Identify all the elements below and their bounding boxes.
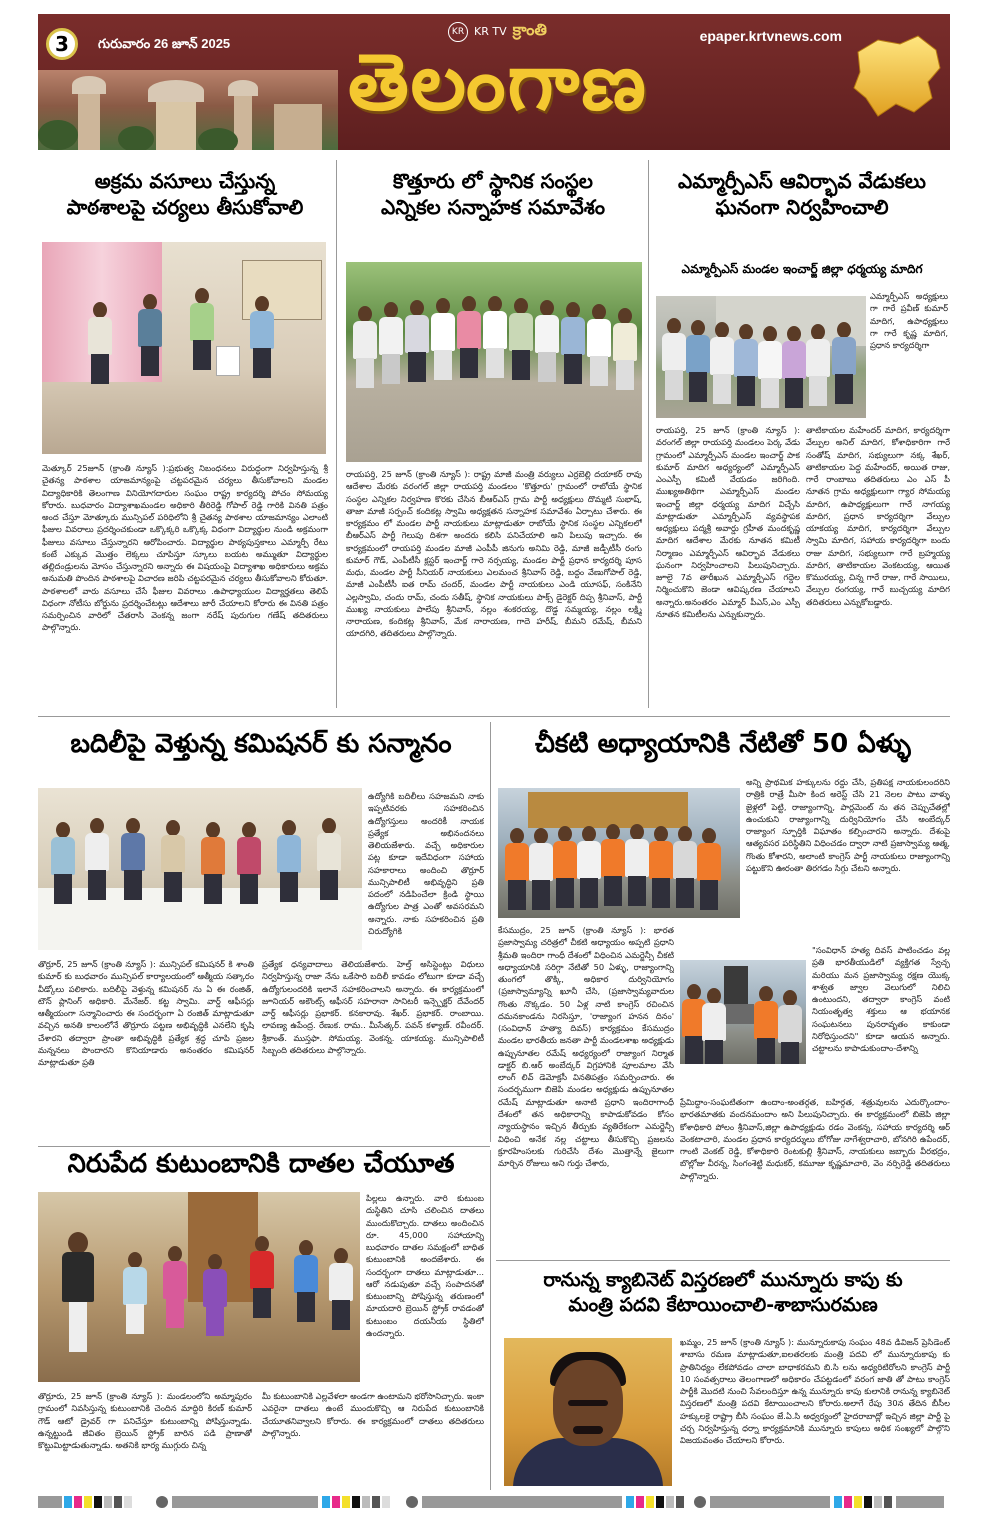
section-divider [38,1146,490,1147]
article-3-headline [654,168,950,220]
column-divider [648,160,649,708]
article-6-body-tail: మీ కుటుంబానికి ఎల్లవేళలా అండగా ఉంటామని భరోసానిచ్చారు. ఇంకా ఎవరైనా దాతలు ఉంటే ముందుకొచ్చి ఆ నిరుపేద కుటుంబానికి చేయూతనివ్వాలని కోరారు. ఈ కార్యక్రమంలో దాతలు తదితరులు పాల్గొన్నారు. [262,1391,484,1438]
article-7-body: ఖమ్మం, 25 జూన్ (క్రాంతి న్యూస్ ): మున్నూరుకాపు సంఘం 48వ డివిజన్ ప్రెసిడెంట్ శాబాసు రమణ మాట్లాడుతూ,ఐలతరలకు మంత్రి పదవి లో మున్నూరుకాపు కు ప్రాతినిధ్యం లేకపోవడం చాలా బాధాకరమని బి.సి లను అధ్యరిటిరోలని కాంగ్రెస్ పార్టీ 10 సంవత్సరాలు తెలంగాణలో అధికారం చేపట్టడంలో వరంగ జాతి తో పాటు కాంగ్రెస్ పార్టీకి మొదటి నుంచి సేవలందిస్తూ ఉన్న మున్నూరు కాపు కులానికి రానున్న క్యాబినెట్ విస్తరణలో మంత్రి పదవి కేటాయించాలని కోరారు.అలాగే రేపు 30న తేదిన బీసీల హక్కులకై రాష్ట్రా బీసి సంఘం జే.ఏ.సి అధ్వర్యంలో హైదరాబాద్లో ఇచ్చిన జిల్లా పార్టీ పై చర్చ నిర్వహిస్తున్న ధర్నా కార్యక్రమానికి మున్నూరు కాపులు అధిక సంఖ్యలో పాల్గొని విజయవంతం చేయాలని కోరారు. [680,1337,950,1446]
article-7-headline-line1: రానున్న క్యాబినెట్ విస్తరణలో మున్నూరు కాపు కు [543,1269,903,1291]
article-1-headline [40,168,330,220]
article-3-headline-line2: ఘనంగా నిర్వహించాలి [715,195,889,219]
article-5-photo-1 [498,788,740,918]
article-5-body-top: అన్ని ప్రాథమిక హక్కులను రద్దు చేసి, ప్రతిపక్ష నాయకులందరిని రాత్రికి రాత్రే మీసా కింద అరెస్ట్ చేసి 21 నెలల పాటు వాళ్ళు జైళ్లలో పెట్టి, రాజ్యాంగాన్ని, పార్లమెంట్ ను తన చెప్పుచేతల్లో ఉంచుకుని రాజ్యాంగాన్ని దుర్వినియోగం చేసి అంబేద్కర్ రాజ్యాంగ స్ఫూర్తికి విఘాతం కల్పించారని అన్నారు. దేశంపై ఆత్యవసర పరిస్థితిని విధించడం ద్వారా నాటి ప్రజాస్వామ్య ఆత్మ, గొంతు కోశారని, అలాంటి కాంగ్రెస్ పార్టీ నాయకులు రాజ్యాంగాన్ని పట్టుకొని ఊరంతా తిరగడం సిగ్గు చేటని అన్నారు. [746,777,950,873]
epaper-url[interactable]: epaper.krtvnews.com [699,28,842,44]
article-5-photo-2 [680,960,806,1064]
article-6-body-right: పిల్లలు ఉన్నారు. వారి కుటుంబ దుస్థితిని చూసి చలించిన దాతలు ముందుకొచ్చారు. దాతలు అందించిన రూ. 45,000 సహాయాన్ని బుధవారం దాతల సమక్షంలో బాధిత కుటుంబానికి అందజేశారు. ఈ సందర్భంగా దాతలు మాట్లాడుతూ... ఆరో నడుపుతూ వచ్చే సంపాదనతో కుటుంబాన్ని పోషిస్తున్న తరుణంలో మాయదారి బ్రెయిన్ స్ట్రోక్ రావడంతో కుటుంబం దయనీయ స్థితిలో ఉందన్నారు. [366,1193,484,1338]
article-3-body-main: రాయపర్తి, 25 జూన్ (క్రాంతి న్యూస్ ): వరంగల్ జిల్లా రాయపర్తి మండలం పెర్క వేడు గ్రామంలో ఎమ్మార్పీఎస్ మండల ఇంచార్జ్ పాక కుమార్ మాదిగ అధ్యర్యంలో ఎమ్మార్పీఎస్ ఎంఎస్పీ కమిటీ వేయడం జరిగింది. ముఖ్యఅతిథిగా ఎమ్మార్పీఎస్ మండల ఇంచార్జ్ జిల్లా ధర్మయ్య మాదిగ విచ్చేసి మాట్లాడుతూ ఎమ్మార్పీఎస్ వ్యవస్థాపక అధ్యక్షులు పద్మశ్రీ అవార్డు గ్రహీత మందకృష్ణ మాదిగ ఆదేశాల మేరకు నూతన కమిటీ నిర్మాణం ఎమ్మార్పీఎస్ ఆవిర్భావ వేడుకలు ఘనంగా నిర్వహించాలని పిలుపునిచ్చారు. జూలై 7వ తారీఖున ఎమ్మార్పీఎస్ గద్దెల నిర్మించుకొని జెండా ఆవిష్కరణ చేయాలని అన్నారు.అనంతరం ఎమ్మార్ పీఎస్,ఎం ఎస్పీ నూతన కమిటీలను ఎన్నుకున్నారు. [656,425,800,619]
article-5-body-bottom: ప్రేమిద్దాం-సంఘటితంగా ఉందాం-అంతర్గత, బహిర్గత, శత్రువులను ఎదుర్కొందాం-భారతమాతకు వందనమందాం అని పిలుపునిచ్చారు. ఈ కార్యక్రమంలో బిజెపి జిల్లా కోశాధికారి పోలం శ్రీనివాస్,జిల్లా ఉపాధ్యక్షుడు రడం వెంకన్న, సహాయ కార్యదర్శి ఆర్ వెంకటాచారి, మండల ప్రధాన కార్యదర్శులు బోగోజు నాగేశ్వరాచారి, బోనగిరి ఉపేందర్, గాంటి వెంకట్ రెడ్డి, కోశాధికారి రెంటకుల్లి శ్రీనివాస్, నాయకులు జబ్బారు వీరభద్రం, బొల్లోజు వీరన్న, సింగంశెట్టి మధుకర్, కమూజు కృష్ణమాచారి, వెం నర్సిరెడ్డి తదితరులు పాల్గొన్నారు. [680,1097,950,1181]
article-1-headline-line1: అక్రమ వసూలు చేస్తున్న [94,169,276,193]
article-1-photo [42,242,326,454]
section-divider [38,716,950,717]
article-5-body-mid-right: "సంవిధాన్ హత్య దివస్ పాటించడం వల్ల ప్రతి భారతీయుడిలో వ్యక్తిగత స్వేచ్ఛ మరియు మన ప్రజాస్వామ్య రక్షణ యొక్క శాశ్వత జ్వాల వెలుగులో నిలిచి ఉంటుందని, తద్వారా కాంగ్రెస్ వంటి నియంతృత్వ శక్తులు ఆ భయానక సంఘటనలు పునరావృతం కాకుండా నిరోధిస్తుందని" కూడా ఆయన అన్నారు. చట్టాలను కాపాడుకుందాం-దేశాన్ని [812,945,950,1054]
article-5-body-mid-left: కేసముద్రం, 25 జూన్ (క్రాంతి న్యూస్ ): భారత ప్రజాస్వామ్య చరిత్రలో చీకటి అధ్యాయం అప్పటి ప్రధాని శ్రీమతి ఇందిరా గాంధీ దేశంలో విధించిన ఎమర్జెన్సీ చీకటి అధ్యాయానికి సరిగ్గా నేటితో 50 ఏళ్ళు, రాజ్యాంగాన్ని తుంగలో తొక్కి, అధికార దుర్వినియోగం (ప్రజాస్వామ్యాన్ని ఖూనీ చేసి, (ప్రజాస్వామ్యవాదుల గొంతు నొక్కడం. 50 ఏళ్ల నాటి కాంగ్రెస్ రచించిన దమనకాండను నిరసిస్తూ, 'రాజ్యాంగ హనన దినం' (సంవిధాన్ హత్యా దివస్) కార్యక్రమం కేసముద్రం మండల భారతీయ జనతా పార్టీ మండలశాఖ అధ్యక్షుడు ఉప్పునూతల రమేష్ అధ్యర్యంలో రాజ్యాంగ నిర్మాత డాక్టర్ బి.ఆర్ అంబేద్కర్ విగ్రహానికి పూలమాల వేసి లాంగ్ లివ్ డెమోక్రసీ వినతిపత్రం సమర్పించారు. ఈ సందర్భముగా బిజెపి మండల అధ్యక్షుడు ఉప్పునూతల రమేష్ మాట్లాడుతూ అనాటి ప్రధాని ఇందిరాగాంధీ దేశంలో తన అధికారాన్ని కాపాడుకోవడం కోసం న్యాయస్థానం ఇచ్చిన తీర్పుకు వ్యతిరేకంగా ఎమర్జెన్సీ విధించి అనేక నల్ల చట్టాలు తీసుకొచ్చి ప్రజలను క్రూరహింసలకు గురిచేసి దేశం మొత్తాన్నే జైలుగా మార్చిన రోజులు అని గుర్తు చేశారు, [498,925,674,1169]
article-4-photo [38,788,362,950]
article-6-body-left: తొర్రూరు, 25 జూన్ (క్రాంతి న్యూస్ ): మండలంలోని అమ్మాపురం గ్రామంలో నివసిస్తున్న కుటుంబానికి చెందిన మాద్దిరి కిరణ్ కుమార్ గౌడ్ ఆటో డ్రైవర్ గా పనిచేస్తూ కుటుంబాన్ని పోషిస్తున్నాడు. ఉన్నట్టుండి జీవితం బ్రెయిన్ స్ట్రోక్ బారిన పడి ప్రాణాతో కొట్టుమిట్టాడుతున్నాడు. అతనికి భార్య ముగ్గురు చిన్న [38,1391,252,1451]
article-5-headline: చీకటి అధ్యాయానికి నేటితో 50 ఏళ్ళు [535,729,911,759]
article-3-subhead: ఎమ్మార్పీఎస్ మండల ఇంచార్జ్ జిల్లా ధర్మయ్య మాదిగ [681,262,923,276]
article-2-photo [346,262,642,462]
brand-small-label: KR TV [474,25,507,38]
article-7-headline-line2: మంత్రి పదవి కేటాయించాలి-శాబాసురమణ [568,1293,878,1316]
column-divider [490,722,491,1142]
brand-kranthi-label: క్రాంతి [512,20,547,39]
article-4-body-tail: ప్రత్యేక ధన్యవాదాలు తెలియజేశారు. హెల్త్ అసిస్టెంట్లు విధులు నిర్వహిస్తున్న రాజా నేను ఒకేసారి బదిలీ కావడం లోటుగా కూడా వచ్చే ఉద్యోగులందరికి ఇలానే సహకరించాలని అన్నారు. ఈ కార్యక్రమంలో జూనియర్ అకౌంట్స్ ఆఫీసర్ సహరానా సానిటరీ ఇన్స్పెక్టర్ దేవేందర్ వార్డ్ ఆఫీసర్లు ప్రభాకర్. కనకారావు. శేఖర్. ప్రభాకర్. రాంబాయి. లావణ్య ఉపేంద్ర. రేణుక. రామ.. మీసేత్కర్. పవన్ కళ్యాణ్. రవీందర్. శ్రీకాంత్. ముస్తఫా. సోమయ్య. వెంకన్న. యాకయ్య. మున్సిపాలిటీ సిబ్బంది తదితరులు పాల్గొన్నారు. [262,959,484,1055]
article-7-headline [496,1268,950,1317]
article-3-body-right: తాటికాయల మహేందర్ మాదిగ, కార్యదర్శిగా వేల్పుల అనిల్ మాదిగ, కోశాధికారిగా గారే సంతోష్ మాదిగ, సభ్యులుగా నక్క శేఖర్, తాటికాయల పెద్ద మహేందర్, అయిత రాజు, గారే రాంబాబు తదితరులు ఎం ఎస్ పీ నూతన గ్రామ అధ్యక్షులుగా గ్యార సోమయ్య మాదిగ, ఉపాధ్యక్షులుగా గారే నాగయ్య మాదిగ, ప్రధాన కార్యదర్శిగా వేల్పుల యాకయ్య మాదిగ, కార్యదర్శిగా వేల్పుల స్వామి మాదిగ, సహాయ కార్యదర్శిగా బందు రాజు మాదిగ, సభ్యులుగా గారే బ్రహ్మయ్య మాదిగ, తాటికాయల వెంకటయ్య, ఆయిత కొమురయ్య, చిన్న గారే రాజు, గారే సాయిలు, వేల్పుల రంగయ్య, గారే బుచ్చయ్య మాదిగ తదితరులు ఎన్నుకోబడ్డారు. [806,425,950,607]
article-4-body-right: ఉద్యోగికి బదిలీలు సహజమని నాకు ఇప్పటివరకు సహకరించిన ఉద్యోగస్తులు అందరికీ నాయక ప్రత్యేక అభినందనలు తెలియజేశారు. వచ్చే అధికారుల పట్ల కూడా ఇదేవిధంగా సహాయ సహకారాలు అందించి తొర్రూర్ మున్సిపాలిటీ అభివృద్ధిని ప్రతి పదంలో నడిపించేలా క్రిండి స్థాయి ఉద్యోగుల పాత్ర ఎంతో అవసరమని అన్నారు. నాకు సహకరించిన ప్రతి చిరుద్యోగికి [368,791,484,936]
article-6-photo [38,1192,360,1382]
article-3-headline-line1: ఎమ్మార్పీఎస్ ఆవిర్భావ వేడుకలు [678,169,926,193]
article-1-body: మెత్కూర్ 25జూన్ (క్రాంతి న్యూస్ ):ప్రభుత్వ నిబంధనలు విరుద్ధంగా నిర్వహిస్తున్న శ్రీ చైతన్య పాఠశాల యాజమాన్యంపై చట్టపరమైన చర్యలు తీసుకోవాలని మండల విద్యాధికారికి తెలంగాణ వినియోగదారుల సంఘం రాష్ట్ర కార్యదర్శి పోచం సోమయ్య కోరారు. బుధవారం విద్యాశాఖమండల అధికారి తీరిరెడ్డి గోపాల్ రెడ్డి గారికి వినతి పత్రం అంద చేస్తూ మోత్కూరు మున్సిపల్ పరిధిలోని శ్రీ చైతన్య పాఠశాల యాజమాన్యం ఎలాంటి ఫీజుల వివరాలు ప్రదర్శించకుండా ఒక్కొక్కరి ఒక్కొక్క విధంగా విద్యార్థుల నుండి అక్రమంగా ఫీజులు వసూలు చేస్తున్నారని ఆరోపించారు. విద్యార్థుల పాఠ్యపుస్తకాలు ఎమ్మార్పీ రేటు కంటే ఎక్కువ మొత్తం లెక్కలు చూపిస్తూ స్కూలు బయట అమ్ముతూ విద్యార్థుల తల్లిదండ్రులను మోసం చేస్తున్నారని అన్నారు ఈ విషయంపై విద్యాశాఖ అధికారులు అక్రమ అనుమతి పొందిన పాఠశాలపై విచారణ జరిపి చట్టపరమైన చర్యలు తీసుకోవాలని కోరుతూ. పాఠశాలలో వారు వసూలు చేసే ఫీజుల వివరాలు .ఉపాధ్యాయుల విద్యార్హతలు తెలిపే విధంగా నోటీసు బోర్డును ప్రదర్శించేటట్లు ఆదేశాలు జారీ చేయాలని కోరారు ఈ వినతి పత్రం సమర్పించిన వారిలో చేతరాసి వెంకన్న జంగా నరేష్ పురుగుల గణేష్ తదితరులు పాల్గొన్నారు. [42,463,328,633]
article-4-headline: బదిలీపై వెళ్తున్న కమిషనర్ కు సన్మానం [70,729,452,759]
telangana-map-icon [848,32,944,120]
page-number: 3 [46,28,78,60]
article-6-headline: నిరుపేద కుటుంబానికి దాతల చేయూత [67,1149,455,1179]
article-7-portrait-photo [504,1338,672,1486]
article-2-headline-line1: కొత్తూరు లో స్థానిక సంస్థల [393,169,593,193]
article-3-body-side: ఎమ్మార్పీఎస్ అధ్యక్షులు గా గారే ప్రవీణ్ కుమార్ మాదిగ, ఉపాధ్యక్షులు గా గారే కృష్ణ మాదిగ, ప్రధాన కార్యదర్శిగా [870,291,948,351]
masthead-heritage-image [38,70,338,150]
article-4-body-main: తొర్రూర్, 25 జూన్ (క్రాంతి న్యూస్ ): మున్సిపల్ కమిషనర్ కి శాంతి కుమార్ కు బుధవారం మున్సిపల్ కార్యాలయంలో ఆత్మీయ సత్కారం వీడ్కోలు పలికారు. బదిలీపై వెళ్తున్న కమిషనర్ ను ఏ ఈ రంజిత్, టౌన్ ప్లానింగ్ అధికారి. మేనేజర్. కట్ట స్వామి. వార్డ్ ఆఫీసర్లు ఆత్మీయంగా సన్మానించారు ఈ సందర్భంగా ఏ రంజిత్ మాట్లాడుతూ వచ్చిన అనతి కాలంలోనే తొర్రూరు పట్టణ అభివృద్ధికి ఎనలేని కృషి చేశారని తద్వారా ప్రాంతా అభివృద్ధికి ప్రత్యేక శ్రద్ధ చూపి ప్రజల మన్ననలు పొందారని కొనియాడారు అనంతరం కమిషనర్ మాట్లాడుతూ ప్రతి [38,959,254,1068]
print-registration-bar [38,1496,944,1508]
column-divider [490,1150,491,1490]
article-3-photo [656,296,866,418]
issue-date: గురువారం 26 జూన్ 2025 [98,36,231,51]
masthead-title: తెలంగాణ [348,38,648,128]
article-2-headline-line2: ఎన్నికల సన్నాహక సమావేశం [381,195,605,219]
section-divider [496,1260,950,1261]
kr-tv-logo-icon: KR [448,22,468,42]
column-divider [336,160,337,708]
masthead [38,14,950,150]
article-1-headline-line2: పాఠశాలపై చర్యలు తీసుకోవాలి [66,195,304,219]
article-2-body: రాయపర్తి, 25 జూన్ (క్రాంతి న్యూస్ ): రాష్ట్ర మాజీ మంత్రి వర్యులు ఎర్రబెల్లి దయాకర్ రావు ఆదేశాల మేరకు వరంగల్ జిల్లా రాయపర్తి మండలం 'కొత్తూరు' గ్రామంలో రాబోయే స్థానిక సంస్థల ఎన్నికల నిర్వహణ కొరకు చేసిన బీఆర్ఎస్ గ్రామ పార్టీ అధ్యక్షులు దొమ్మటి సుభాష్, తాజా మాజీ సర్పంచ్ కందికట్ల స్వామి అధ్యక్షతన సన్నాహక సమావేశం ఏర్పాటు చేశారు. ఈ కార్యక్రమం లో మండల పార్టీ నాయకులు మాట్లాడుతూ రాబోయే స్థానిక సంస్థల ఎన్నికలలో బీఆర్ఎస్ పార్టీ గెలుపు దిశగా అందరు కలిసి పనిచేయాలి అని పిలుపు ఇచ్చారు. ఈ కార్యక్రమంలో రాయపర్తి మండల మాజీ ఎంపీపీ జినుగు అనిమి రెడ్డి, మాజీ జడ్పీటీసీ రంగు కుమార్ గౌడ్, ఎంపీటీసీ క్లస్టర్ ఇంచార్జ్ గారె నర్సయ్య, మండల పార్టీ ప్రధాన కార్యదర్శి పూస మధు, మండల పార్టీ సీనియర్ నాయకులు ఎలమంచ శ్రీనివాస్ రెడ్డి, బద్దం వేణుగోపాల్ రెడ్డి, మాజీ ఎంపీటీసీ ఐత రామ్ చందర్, మండల పార్టీ నాయకులు ఎండి యూసఫ్, సంకినేని ఎల్లస్వామి, చందు రామ్, చందు సతీష్, స్థానిక నాయకులు పాక్స్ డైరెక్టర్ దిప్ప శ్రీనివాస్, పార్టీ ముఖ్య నాయకులు పాలేపు శ్రీనివాస్, నల్లం శంకరయ్య, దొడ్డ సమ్మయ్య, నల్లం లక్ష్మి నారాయణ, కందికట్ల శ్రీనివాస్, మేక నారాయణ, గాదె హరీష్, బీమని రమేష్, బీమని యాదగిరి, తదితరులు పాల్గొన్నారు. [346,469,642,639]
article-2-headline [344,168,642,220]
